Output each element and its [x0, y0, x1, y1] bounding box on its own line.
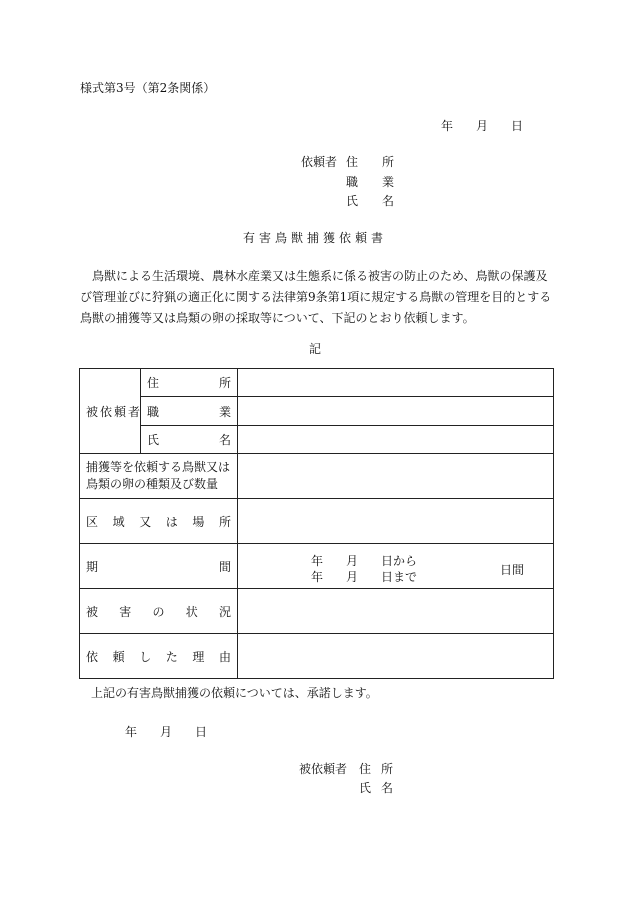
area-label: 区 域 又 は 場 所: [80, 499, 238, 544]
requestee-sign-address-label: 住 所: [359, 762, 393, 776]
table-row: [80, 544, 554, 589]
requester-occupation-label: 職 業: [346, 175, 394, 189]
table-row: [80, 426, 554, 454]
requestee-label: 被 依 頼 者: [86, 404, 143, 419]
requester-name-label: 氏 名: [346, 194, 394, 208]
date-year: 年: [441, 119, 454, 133]
table-row: [80, 369, 554, 397]
period-days: 日間: [500, 563, 525, 577]
request-table: [79, 368, 554, 679]
species-label: 捕獲等を依頼する鳥獣又は 鳥類の卵の種類及び数量: [80, 454, 238, 499]
body-text: 鳥獣による生活環境、農林水産業又は生態系に係る被害の防止のため、鳥獣の保護及び管理並びに狩猟の適正化に関する法律第9条第1項に規定する鳥獣の管理を目的とする鳥獣の捕獲等又は鳥類の卵の採取等について、下記のとおり依頼します。: [80, 269, 552, 325]
table-row: [80, 397, 554, 426]
requestee-name-label: 氏 名: [141, 426, 238, 454]
table-row: [80, 499, 554, 544]
date-line-bottom: [125, 725, 207, 739]
date-month: 月: [160, 725, 173, 739]
reason-field[interactable]: [238, 634, 554, 679]
form-number: 様式第3号（第2条関係）: [80, 81, 216, 95]
table-row: [80, 634, 554, 679]
requester-role: 依頼者: [301, 155, 338, 169]
document-title: 有害鳥獣捕獲依頼書: [242, 231, 387, 245]
requestee-address-label: 住 所: [141, 369, 238, 397]
requestee-role: 被依頼者: [299, 762, 348, 776]
period-start: 年 月 日から: [311, 554, 418, 568]
requestee-address-field[interactable]: [238, 369, 554, 397]
date-year: 年: [125, 725, 138, 739]
date-day: 日: [511, 119, 524, 133]
date-month: 月: [476, 119, 489, 133]
species-field[interactable]: [238, 454, 554, 499]
requester-address-label: 住 所: [346, 155, 394, 169]
area-field[interactable]: [238, 499, 554, 544]
date-line-top: [441, 119, 523, 133]
requestee-name-field[interactable]: [238, 426, 554, 454]
reason-label: 依 頼 し た 理 由: [80, 634, 238, 679]
table-row: [80, 589, 554, 634]
requestee-sign-name-label: 氏 名: [359, 781, 393, 795]
table-row: [80, 454, 554, 499]
period-field[interactable]: [238, 544, 554, 589]
ki-mark: 記: [308, 342, 321, 356]
consent-text: 上記の有害鳥獣捕獲の依頼については、承諾します。: [91, 686, 378, 700]
requestee-occupation-field[interactable]: [238, 397, 554, 426]
requestee-label-cell: [80, 369, 141, 454]
requestee-occupation-label: 職 業: [141, 397, 238, 426]
date-day: 日: [195, 725, 208, 739]
damage-field[interactable]: [238, 589, 554, 634]
damage-label: 被 害 の 状 況: [80, 589, 238, 634]
period-label: 期 間: [80, 544, 238, 589]
period-end: 年 月 日まで: [311, 570, 418, 584]
